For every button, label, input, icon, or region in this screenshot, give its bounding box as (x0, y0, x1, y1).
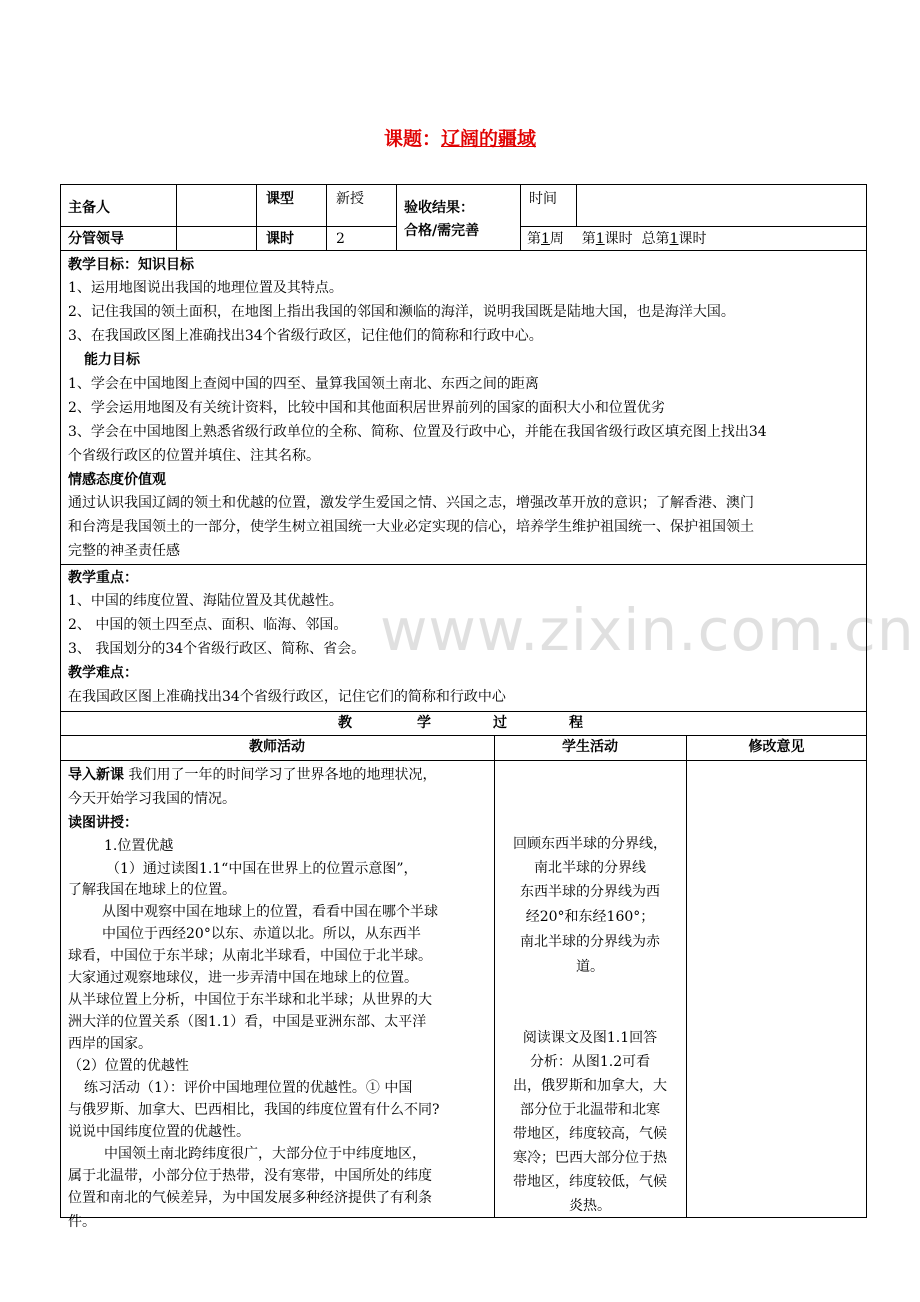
teacher-line: 属于北温带，小部分位于热带，没有寒带，中国所处的纬度 (68, 1168, 432, 1184)
check-label: 验收结果： (404, 200, 474, 216)
student-line: 炎热。 (569, 1198, 611, 1214)
process-heading-char: 教 (338, 715, 352, 731)
intro-text-cont: 今天开始学习我国的情况。 (68, 791, 236, 807)
difficulty-item: 在我国政区图上准确找出34个省级行政区，记住它们的简称和行政中心 (68, 689, 506, 705)
col-teacher-header: 教师活动 (249, 739, 305, 755)
student-line: 南北半球的分界线 (534, 860, 646, 876)
week-suffix: 周 (549, 231, 564, 247)
type-label: 课型 (266, 191, 294, 207)
header-row-divider-right (520, 226, 867, 227)
intro-paragraph (68, 763, 488, 787)
objectives-heading: 教学目标：知识目标 (68, 257, 194, 273)
student-line: 经20°和东经160°； (525, 909, 655, 925)
teacher-line: 1.位置优越 (104, 838, 174, 854)
total-suffix: 课时 (678, 231, 707, 247)
teacher-line: 了解我国在地球上的位置。 (68, 882, 236, 898)
page-title (0, 124, 920, 151)
col-student-header: 学生活动 (562, 739, 618, 755)
student-line: 阅读课文及图1.1回答 (522, 1030, 658, 1046)
schedule-value (527, 229, 706, 249)
header-bottom-line (60, 250, 867, 251)
process-heading-char: 过 (493, 715, 507, 731)
emotion-item: 通过认识我国辽阔的领土和优越的位置，激发学生爱国之情、兴国之志，增强改革开放的意识；了解香港、澳门 (68, 495, 754, 511)
header-col-1 (176, 184, 177, 250)
student-line: 道。 (576, 959, 604, 975)
ability-item: 个省级行政区的位置并填住、注其名称。 (68, 448, 320, 464)
title-prefix: 课题： (383, 128, 441, 150)
student-line: 部分位于北温带和北寒 (520, 1102, 660, 1118)
emotion-item: 完整的神圣责任感 (68, 543, 180, 559)
teacher-line: 从图中观察中国在地球上的位置，看看中国在哪个半球 (102, 904, 438, 920)
time-label: 时间 (529, 191, 557, 207)
ability-item: 2、学会运用地图及有关统计资料，比较中国和其他面积居世界前列的国家的面积大小和位置优劣 (68, 400, 665, 416)
ability-item: 1、学会在中国地图上查阅中国的四至、量算我国领土南北、东西之间的距离 (68, 376, 539, 392)
key-point-item: 1、中国的纬度位置、海陆位置及其优越性。 (68, 593, 343, 609)
process-heading-bottom-line (60, 735, 867, 736)
manager-label: 分管领导 (68, 231, 124, 247)
process-col-header-bottom-line (60, 760, 867, 761)
header-col-6 (576, 184, 577, 226)
hours-label: 课时 (266, 231, 294, 247)
teacher-line: 中国位于西经20°以东、赤道以北。所以，从东西半 (102, 926, 421, 942)
teacher-line: （1）通过读图1.1“中国在世界上的位置示意图”， (106, 861, 418, 877)
teacher-line-tail: 件。 (68, 1214, 96, 1230)
ability-item: 3、学会在中国地图上熟悉省级行政单位的全称、简称、位置及行政中心，并能在我国省级行政区填充图上找出34 (68, 424, 767, 440)
process-heading-char: 学 (417, 715, 431, 731)
week-prefix: 第 (527, 231, 541, 247)
teacher-line: 西岸的国家。 (68, 1036, 152, 1052)
student-line: 寒冷；巴西大部分位于热 (513, 1150, 667, 1166)
intro-label: 导入新课 (68, 767, 124, 783)
week-num: 1 (541, 231, 550, 247)
header-col-4 (396, 184, 397, 250)
student-line: 带地区，纬度较低，气候 (513, 1174, 667, 1190)
teacher-line: 位置和南北的气候差异，为中国发展多种经济提供了有利条 件。 (68, 1190, 432, 1230)
intro-text: 我们用了一年的时间学习了世界各地的地理状况， (128, 767, 437, 783)
header-col-3 (326, 184, 327, 250)
type-value: 新授 (336, 191, 364, 207)
total-num: 1 (669, 231, 679, 247)
student-line: 分析：从图1.2可看 (529, 1054, 651, 1070)
teacher-line: 从半球位置上分析，中国位于东半球和北半球；从世界的大 (68, 992, 432, 1008)
header-row-divider (60, 226, 396, 227)
teacher-line: 球看，中国位于东半球；从南北半球看，中国位于北半球。 (68, 948, 432, 964)
knowledge-item: 2、记住我国的领土面积，在地图上指出我国的邻国和濒临的海洋，说明我国既是陆地大国，也是海洋大国。 (68, 304, 735, 320)
knowledge-item: 1、运用地图说出我国的地理位置及其特点。 (68, 280, 343, 296)
check-value: 合格/需完善 (404, 223, 480, 239)
keypoints-bottom-line (60, 711, 867, 712)
teacher-line: 大家通过观察地球仪，进一步弄清中国在地球上的位置。 (68, 970, 418, 986)
host-label: 主备人 (68, 200, 110, 216)
teacher-line: 与俄罗斯、加拿大、巴西相比，我国的纬度位置有什么不同? (68, 1102, 440, 1118)
objectives-bottom-line (60, 564, 867, 565)
teacher-line: 说说中国纬度位置的优越性。 (68, 1124, 250, 1140)
teacher-line: 练习活动（1）：评价中国地理位置的优越性。① 中国 (84, 1080, 413, 1096)
key-points-heading: 教学重点： (68, 570, 138, 586)
student-line: 东西半球的分界线为西 (520, 884, 660, 900)
emotion-heading: 情感态度价值观 (68, 472, 166, 488)
student-line: 出，俄罗斯和加拿大，大 (513, 1078, 667, 1094)
student-line: 回顾东西半球的分界线， (513, 836, 667, 852)
key-point-item: 3、 我国划分的34个省级行政区、简称、省会。 (68, 641, 366, 657)
read-label: 读图讲授： (68, 815, 138, 831)
total-prefix: 总第 (641, 231, 670, 247)
student-line: 南北半球的分界线为赤 (520, 934, 660, 950)
ability-heading: 能力目标 (84, 352, 140, 368)
knowledge-item: 3、在我国政区图上准确找出34个省级行政区，记住他们的简称和行政中心。 (68, 328, 543, 344)
lesson-num: 1 (595, 231, 605, 247)
title-main: 辽阔的疆域 (441, 128, 537, 150)
header-col-5 (520, 184, 521, 250)
key-point-item: 2、 中国的领土四至点、面积、临海、邻国。 (68, 617, 348, 633)
watermark: www.zixin.com.cn (380, 596, 915, 664)
teacher-line: 洲大洋的位置关系（图1.1）看，中国是亚洲东部、太平洋 (68, 1014, 427, 1030)
lesson-prefix: 第 (581, 231, 596, 247)
col-revise-header: 修改意见 (748, 739, 805, 755)
teacher-line: 中国领土南北跨纬度很广，大部分位于中纬度地区， (104, 1146, 426, 1162)
student-line: 带地区，纬度较高，气候 (513, 1126, 667, 1142)
emotion-item: 和台湾是我国领土的一部分，使学生树立祖国统一大业必定实现的信心，培养学生维护祖国统一、保护祖国领土 (68, 519, 754, 535)
lesson-suffix: 课时 (604, 231, 633, 247)
header-col-2 (256, 184, 257, 250)
difficulty-heading: 教学难点： (68, 665, 138, 681)
teacher-line: （2）位置的优越性 (68, 1058, 189, 1074)
hours-value: 2 (336, 231, 345, 247)
process-heading-char: 程 (569, 715, 583, 731)
